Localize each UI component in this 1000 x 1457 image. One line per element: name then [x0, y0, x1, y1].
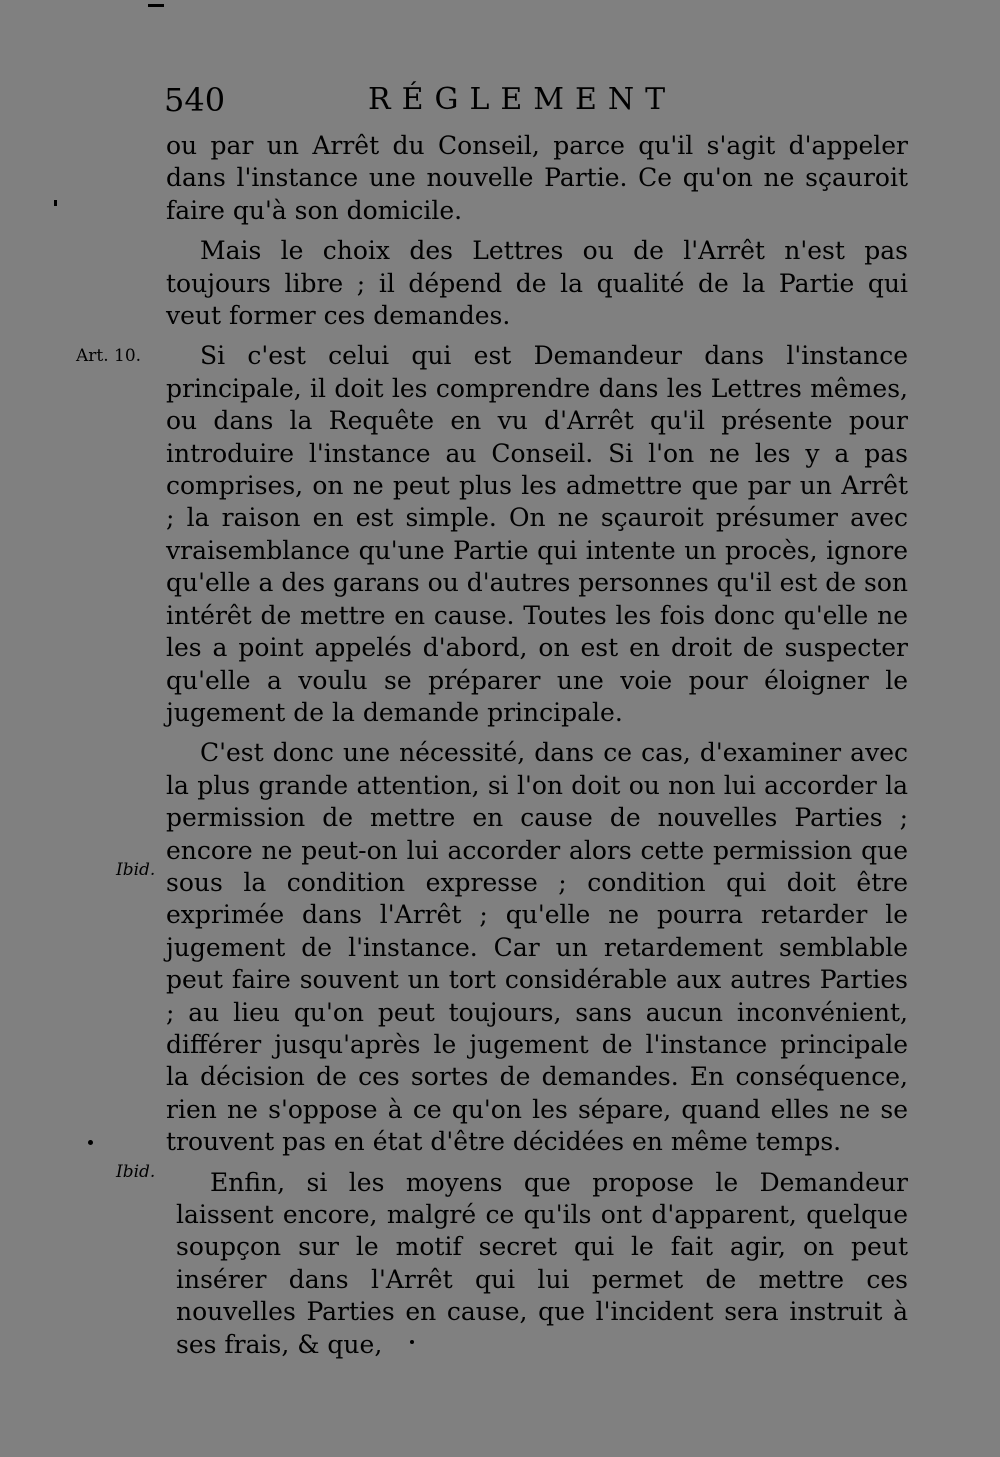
paragraph-continuation: ou par un Arrêt du Conseil, parce qu'il s'agit d'appeler dans l'instance une nouvelle Partie. Ce qu'on ne sçauroit faire qu'à son domicile.: [166, 131, 908, 225]
paragraph-enfin: Enfin, si les moyens que propose le Demandeur laissent encore, malgré ce qu'ils ont d'apparent, quelque soupçon sur le motif secret qui le fait agir, on peut insérer dans l'Arrêt qui lui permet de mettre ces nouvelles Parties en cause, que l'incident sera instruit à ses frais, & que,: [176, 1167, 908, 1359]
margin-note-article: Art. 10.: [76, 346, 142, 366]
margin-note-ibid: Ibid.: [116, 1162, 156, 1182]
margin-note-ibid: Ibid.: [116, 860, 156, 880]
print-speck: [148, 4, 164, 7]
running-head: RÉGLEMENT: [368, 82, 677, 117]
paragraph-choice-of-letters: Mais le choix des Lettres ou de l'Arrêt n'est pas toujours libre ; il dépend de la qualité de la Partie qui veut former ces demandes.: [166, 236, 908, 331]
paragraph-necessity: C'est donc une nécessité, dans ce cas, d'examiner avec la plus grande attention, si l'on doit ou non lui accorder la permission de mettre en cause de nouvelles Parties ; encore ne peut-on lui accorder alors cette permission que sous la condition expresse ; condition qui doit être exprimée dans l'Arrêt ; qu'elle ne pourra retarder le jugement de l'instance. Car un retardement semblable peut faire souvent un tort considérable aux autres Parties ; au lieu qu'on peut toujours, sans aucun inconvénient, différer jusqu'après le jugement de l'instance principale la décision de ces sortes de demandes. En conséquence, rien ne s'oppose à ce qu'on les sépare, quand elles ne se trouvent pas en état d'être décidées en même temps.: [166, 738, 908, 1157]
print-speck: [410, 1340, 414, 1344]
text-block: [166, 130, 908, 1369]
print-speck: [88, 1140, 93, 1145]
print-speck: [54, 200, 57, 206]
page-number: 540: [164, 81, 226, 119]
paragraph-demandeur: Si c'est celui qui est Demandeur dans l'instance principale, il doit les comprendre dans les Lettres mêmes, ou dans la Requête en vu d'Arrêt qu'il présente pour introduire l'instance au Conseil. Si l'on ne les y a pas comprises, on ne peut plus les admettre que par un Arrêt ; la raison en est simple. On ne sçauroit présumer avec vraisemblance qu'une Partie qui intente un procès, ignore qu'elle a des garans ou d'autres personnes qu'il est de son intérêt de mettre en cause. Toutes les fois donc qu'elle ne les a point appelés d'abord, on est en droit de suspecter qu'elle a voulu se préparer une voie pour éloigner le jugement de la demande principale.: [166, 341, 908, 727]
